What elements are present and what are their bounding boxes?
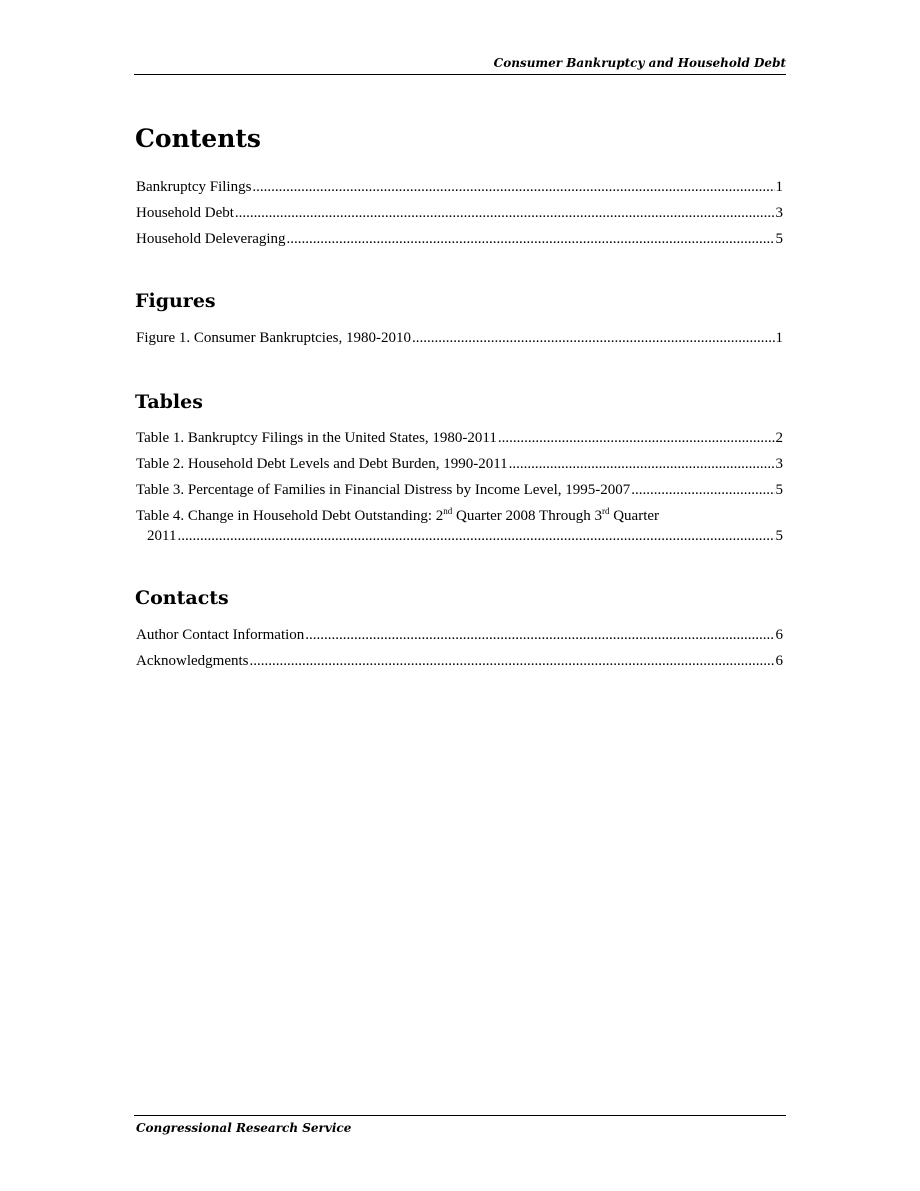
- contacts-list: [136, 625, 783, 677]
- toc-entry-title-part: Quarter: [609, 508, 660, 524]
- toc-entry-page: 6: [775, 627, 783, 643]
- dot-leader: [252, 177, 774, 197]
- toc-entry-title: Household Debt: [136, 205, 234, 221]
- toc-entry-page: 2: [775, 430, 783, 446]
- toc-entry-page: 5: [775, 482, 783, 498]
- figures-list: [136, 328, 783, 354]
- ordinal-suffix: nd: [443, 506, 453, 516]
- toc-entry-author-contact[interactable]: [136, 625, 783, 651]
- dot-leader: [509, 454, 775, 474]
- toc-entry-household-debt[interactable]: [136, 203, 783, 229]
- toc-entry-title: Table 1. Bankruptcy Filings in the United States, 1980-2011: [136, 430, 497, 446]
- dot-leader: [287, 229, 775, 249]
- toc-entry-page: 3: [775, 456, 783, 472]
- toc-entry-table-2[interactable]: [136, 454, 783, 480]
- toc-entry-title: Table 3. Percentage of Families in Financial Distress by Income Level, 1995-2007: [136, 482, 631, 498]
- toc-entry-page: 3: [775, 205, 783, 221]
- toc-entry-title-part: Table 4. Change in Household Debt Outstanding: 2: [136, 508, 444, 524]
- tables-heading: Tables: [135, 391, 203, 413]
- footer-text: Congressional Research Service: [136, 1121, 352, 1135]
- toc-entry-table-4[interactable]: [136, 506, 783, 546]
- contents-heading: Contents: [135, 124, 262, 153]
- toc-entry-title-line-1: [136, 506, 783, 526]
- toc-entry-page: 1: [775, 179, 783, 195]
- toc-entry-table-3[interactable]: [136, 480, 783, 506]
- toc-entry-title: Figure 1. Consumer Bankruptcies, 1980-2010: [136, 330, 411, 346]
- toc-entry-title: Table 2. Household Debt Levels and Debt Burden, 1990-2011: [136, 456, 508, 472]
- toc-entry-page: 5: [775, 528, 783, 544]
- toc-entry-table-1[interactable]: [136, 428, 783, 454]
- toc-entry-title-part: Quarter 2008 Through 3: [452, 508, 602, 524]
- dot-leader: [631, 480, 774, 500]
- toc-entry-figure-1[interactable]: [136, 328, 783, 354]
- toc-entry-title: Bankruptcy Filings: [136, 179, 252, 195]
- toc-entry-page: 6: [775, 653, 783, 669]
- contents-list: [136, 177, 783, 255]
- toc-entry-title: Household Deleveraging: [136, 231, 286, 247]
- toc-entry-title: Acknowledgments: [136, 653, 249, 669]
- toc-entry-page: 1: [775, 330, 783, 346]
- dot-leader: [498, 428, 775, 448]
- dot-leader: [249, 651, 774, 671]
- toc-entry-household-deleveraging[interactable]: [136, 229, 783, 255]
- page-footer: [134, 1115, 786, 1135]
- figures-heading: Figures: [135, 290, 216, 312]
- running-title: Consumer Bankruptcy and Household Debt: [493, 56, 786, 70]
- contacts-heading: Contacts: [135, 587, 229, 609]
- tables-list: [136, 428, 783, 546]
- ordinal-suffix: rd: [601, 506, 610, 516]
- toc-entry-acknowledgments[interactable]: [136, 651, 783, 677]
- toc-entry-page: 5: [775, 231, 783, 247]
- dot-leader: [235, 203, 775, 223]
- toc-entry-title: 2011: [147, 528, 177, 544]
- dot-leader: [177, 526, 774, 546]
- toc-entry-title: Author Contact Information: [136, 627, 305, 643]
- toc-entry-bankruptcy-filings[interactable]: [136, 177, 783, 203]
- page-header: [134, 54, 786, 75]
- dot-leader: [305, 625, 774, 645]
- dot-leader: [412, 328, 775, 348]
- toc-entry-title-line-2: [136, 526, 783, 546]
